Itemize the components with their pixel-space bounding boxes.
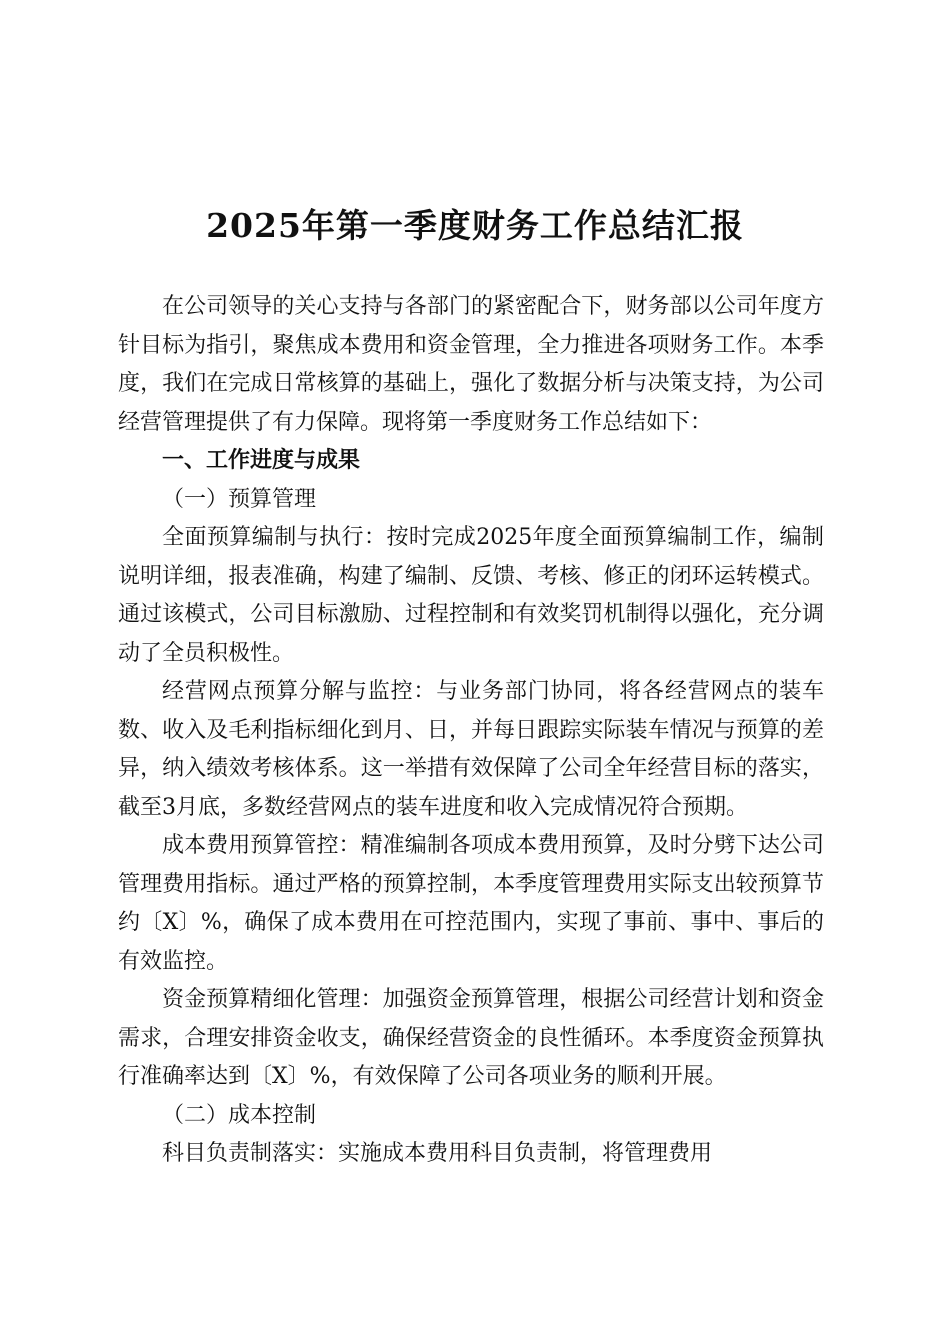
document-title: 2025年第一季度财务工作总结汇报 (206, 206, 744, 245)
subsection-heading: （二）成本控制 (162, 1102, 317, 1128)
paragraph: 资金预算精细化管理：加强资金预算管理，根据公司经营计划和资金需求，合理安排资金收支，确保经营资金的良性循环。本季度资金预算执行准确率达到〔X〕%，有效保障了公司各项业务的顺利开展。 (118, 987, 824, 1089)
intro-paragraph: 在公司领导的关心支持与各部门的紧密配合下，财务部以公司年度方针目标为指引，聚焦成本费用和资金管理，全力推进各项财务工作。本季度，我们在完成日常核算的基础上，强化了数据分析与决策支持，为公司经营管理提供了有力保障。现将第一季度财务工作总结如下： (118, 294, 824, 435)
section-heading: 一、工作进度与成果 (162, 448, 361, 473)
subsection-heading: （一）预算管理 (162, 486, 317, 512)
paragraph: 全面预算编制与执行：按时完成2025年度全面预算编制工作，编制说明详细，报表准确，构建了编制、反馈、考核、修正的闭环运转模式。通过该模式，公司目标激励、过程控制和有效奖罚机制得以强化，充分调动了全员积极性。 (118, 525, 824, 666)
paragraph: 科目负责制落实：实施成本费用科目负责制，将管理费用 (162, 1141, 713, 1166)
document-body (118, 288, 824, 1174)
paragraph: 成本费用预算管控：精准编制各项成本费用预算，及时分劈下达公司管理费用指标。通过严格的预算控制，本季度管理费用实际支出较预算节约〔X〕%，确保了成本费用在可控范围内，实现了事前、事中、事后的有效监控。 (118, 833, 824, 974)
paragraph: 经营网点预算分解与监控：与业务部门协同，将各经营网点的装车数、收入及毛利指标细化到月、日，并每日跟踪实际装车情况与预算的差异，纳入绩效考核体系。这一举措有效保障了公司全年经营目标的落实，截至3月底，多数经营网点的装车进度和收入完成情况符合预期。 (118, 679, 824, 820)
